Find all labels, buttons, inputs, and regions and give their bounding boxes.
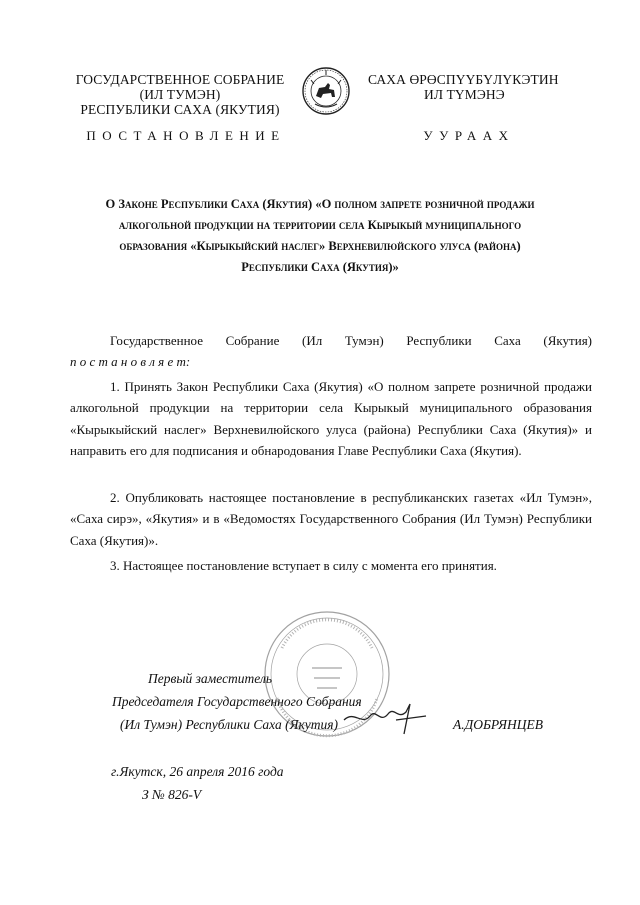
intro-paragraph xyxy=(70,330,592,351)
signatory-name: А.ДОБРЯНЦЕВ xyxy=(453,717,543,732)
title-line4: Республики Саха (Якутия)» xyxy=(241,260,399,274)
coat-of-arms-emblem xyxy=(301,66,351,116)
place-date: г.Якутск, 26 апреля 2016 года xyxy=(111,764,284,779)
paragraph-3: 3. Настоящее постановление вступает в силу с момента его принятия. xyxy=(110,558,497,573)
org-name-sah-line2: ИЛ ТҮМЭНЭ xyxy=(424,87,505,102)
handwritten-signature xyxy=(340,690,430,740)
org-name-sah-line1: САХА ӨРӨСПҮҮБҮЛҮКЭТИН xyxy=(368,72,559,87)
org-name-line2: (ИЛ ТУМЭН) xyxy=(139,87,221,102)
signatory-line2: Председателя Государственного Собрания xyxy=(112,694,362,709)
resolves-line: п о с т а н о в л я е т: xyxy=(70,354,191,369)
org-name-line3: РЕСПУБЛИКИ САХА (ЯКУТИЯ) xyxy=(80,102,280,117)
org-name-line1: ГОСУДАРСТВЕННОЕ СОБРАНИЕ xyxy=(75,72,285,87)
paragraph-1: 1. Принять Закон Республики Саха (Якутия) «О полном запрете розничной продажи алкогольной продукции на территории села Кырыкый муниципального образования «Кырыкыйский наслег» Верхневилюйского улуса (района) Республики Саха (Якутия)» и направить его для подписания и обнародования Главе Республики Саха (Якутия). xyxy=(70,379,592,459)
document-title xyxy=(70,194,570,278)
org-name-sah xyxy=(360,72,584,102)
doc-type-sah: УУРААХ xyxy=(423,128,515,143)
document-number: З № 826-V xyxy=(142,787,202,802)
paragraph-2: 2. Опубликовать настоящее постановление в республиканских газетах «Ил Тумэн», «Саха сирэ», «Якутия» и в «Ведомостях Государственного Собрания (Ил Тумэн) Республики Саха (Якутия)». xyxy=(70,490,592,548)
signatory-line3: (Ил Тумэн) Республики Саха (Якутия) xyxy=(120,717,339,732)
title-line3: образования «Кырыкыйский наслег» Верхневилюйского улуса (района) xyxy=(119,239,521,253)
doc-type-ru: ПОСТАНОВЛЕНИЕ xyxy=(86,128,286,143)
title-line1: О Законе Республики Саха (Якутия) «О полном запрете розничной продажи xyxy=(105,197,535,211)
title-line2: алкогольной продукции на территории села Кырыкый муниципального xyxy=(118,218,522,232)
intro-text: Государственное Собрание (Ил Тумэн) Республики Саха (Якутия) xyxy=(110,333,592,348)
signatory-line1: Первый заместитель xyxy=(148,671,272,686)
org-name-ru xyxy=(62,72,298,117)
